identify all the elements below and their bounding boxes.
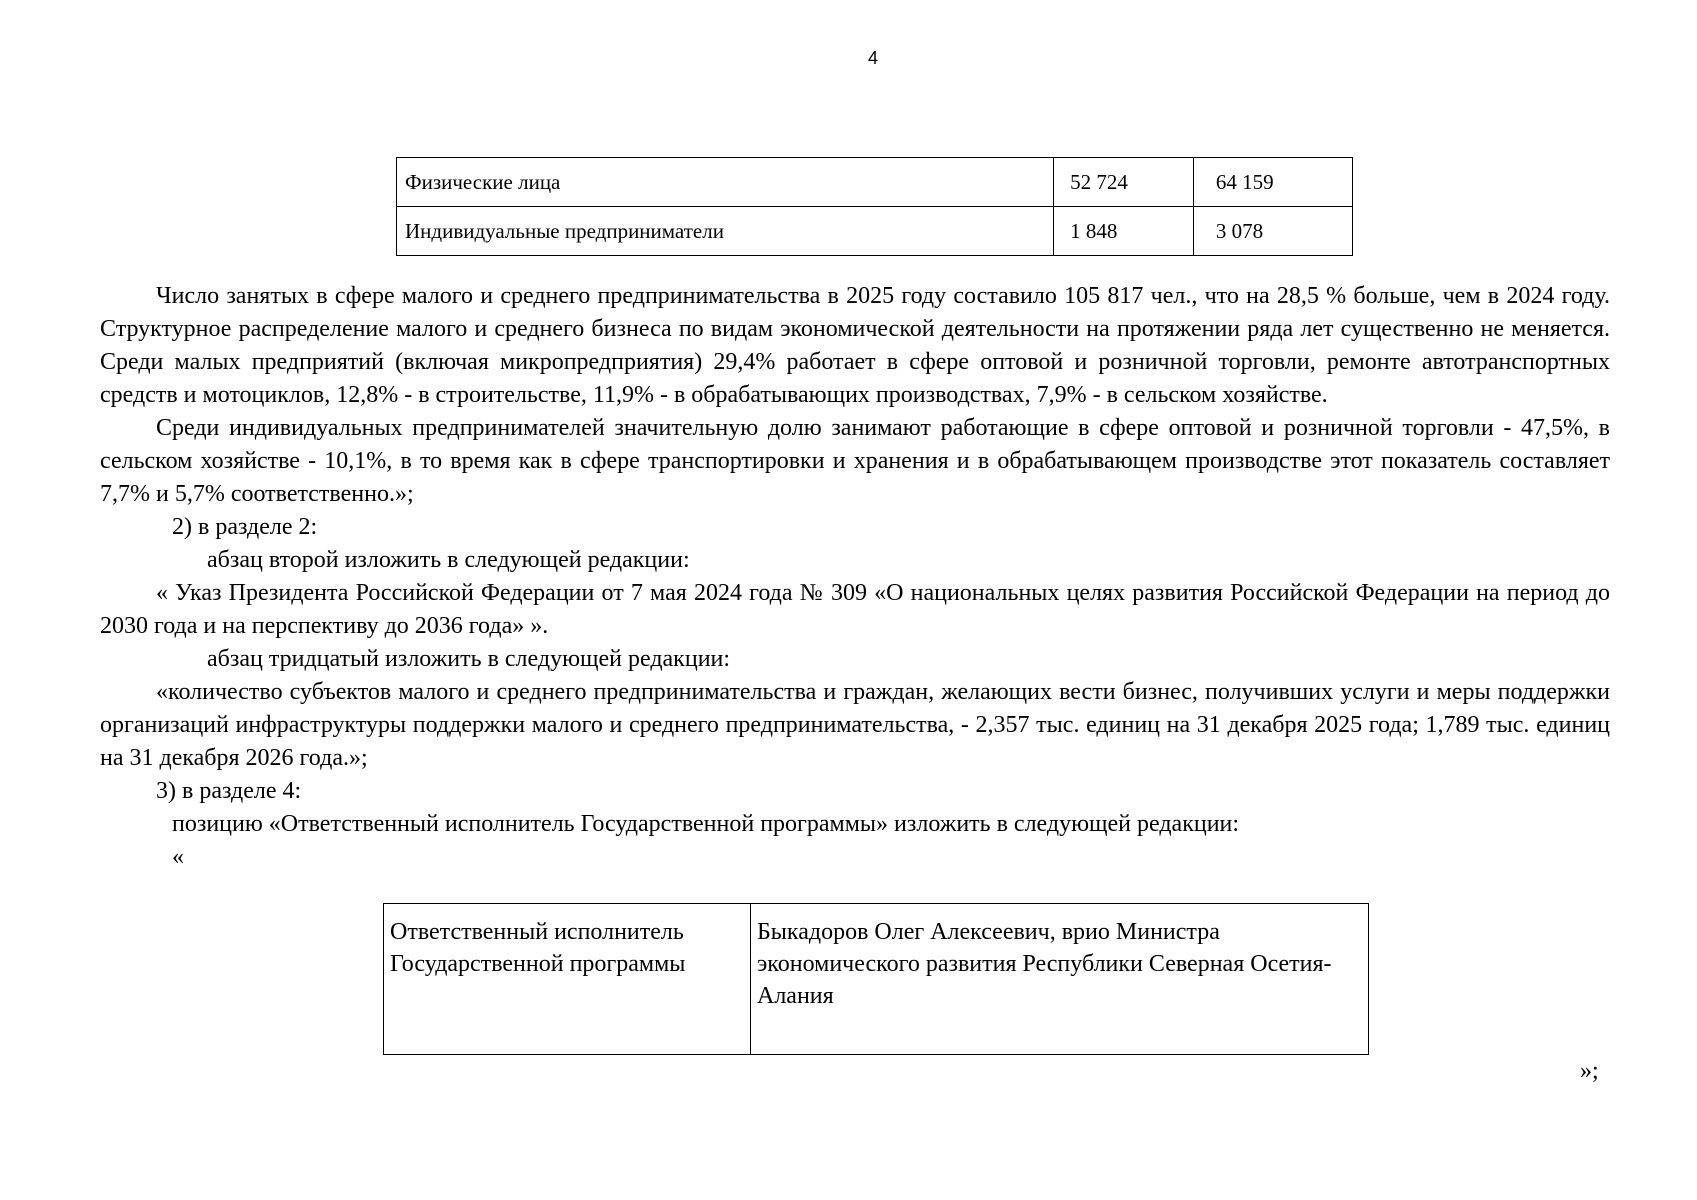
document-body	[100, 280, 1610, 874]
table-row	[384, 904, 1369, 1055]
value-2025: 64 159	[1193, 158, 1352, 207]
closing-quote: »;	[1580, 1058, 1599, 1084]
instruction-responsible-executor: позицию «Ответственный исполнитель Государственной программы» изложить в следующей редакции:	[172, 811, 1240, 837]
statistics-table	[396, 157, 1353, 256]
list-item-section-4: 3) в разделе 4:	[156, 778, 302, 804]
table-row	[397, 207, 1353, 256]
instruction-paragraph-30: абзац тридцатый изложить в следующей редакции:	[207, 646, 731, 672]
list-item-section-2: 2) в разделе 2:	[172, 514, 318, 540]
responsible-value: Быкадоров Олег Алексеевич, врио Министра экономического развития Республики Северная Осетия-Алания	[751, 904, 1369, 1055]
quoted-indicator-text: «количество субъектов малого и среднего предпринимательства и граждан, желающих вести бизнес, получивших услуги и меры поддержки организаций инфраструктуры поддержки малого и среднего предпринимательства, - 2,357 тыс. единиц на 31 декабря 2025 года; 1,789 тыс. единиц на 31 декабря 2026 года.»;	[100, 679, 1610, 771]
page-number: 4	[867, 48, 878, 68]
value-2024: 52 724	[1054, 158, 1194, 207]
open-quote: «	[172, 844, 184, 870]
row-label: Физические лица	[397, 158, 1054, 207]
quoted-decree-text: « Указ Президента Российской Федерации от 7 мая 2024 года № 309 «О национальных целях развития Российской Федерации на период до 2030 года и на перспективу до 2036 года» ».	[100, 580, 1610, 639]
paragraph-entrepreneurs: Среди индивидуальных предпринимателей значительную долю занимают работающие в сфере оптовой и розничной торговли - 47,5%, в сельском хозяйстве - 10,1%, в то время как в сфере транспортировки и хранения и в обрабатывающем производстве этот показатель составляет 7,7% и 5,7% соответственно.»;	[100, 415, 1610, 507]
paragraph-employment: Число занятых в сфере малого и среднего предпринимательства в 2025 году составило 105 817 чел., что на 28,5 % больше, чем в 2024 году. Структурное распределение малого и среднего бизнеса по видам экономической деятельности на протяжении ряда лет существенно не меняется. Среди малых предприятий (включая микропредприятия) 29,4% работает в сфере оптовой и розничной торговли, ремонте автотранспортных средств и мотоциклов, 12,8% - в строительстве, 11,9% - в обрабатывающих производствах, 7,9% - в сельском хозяйстве.	[100, 283, 1610, 408]
value-2024: 1 848	[1054, 207, 1194, 256]
instruction-paragraph-2: абзац второй изложить в следующей редакции:	[207, 547, 690, 573]
value-2025: 3 078	[1193, 207, 1352, 256]
responsible-label: Ответственный исполнитель Государственной программы	[384, 904, 751, 1055]
responsible-executor-table	[383, 903, 1369, 1055]
row-label: Индивидуальные предприниматели	[397, 207, 1054, 256]
table-row	[397, 158, 1353, 207]
